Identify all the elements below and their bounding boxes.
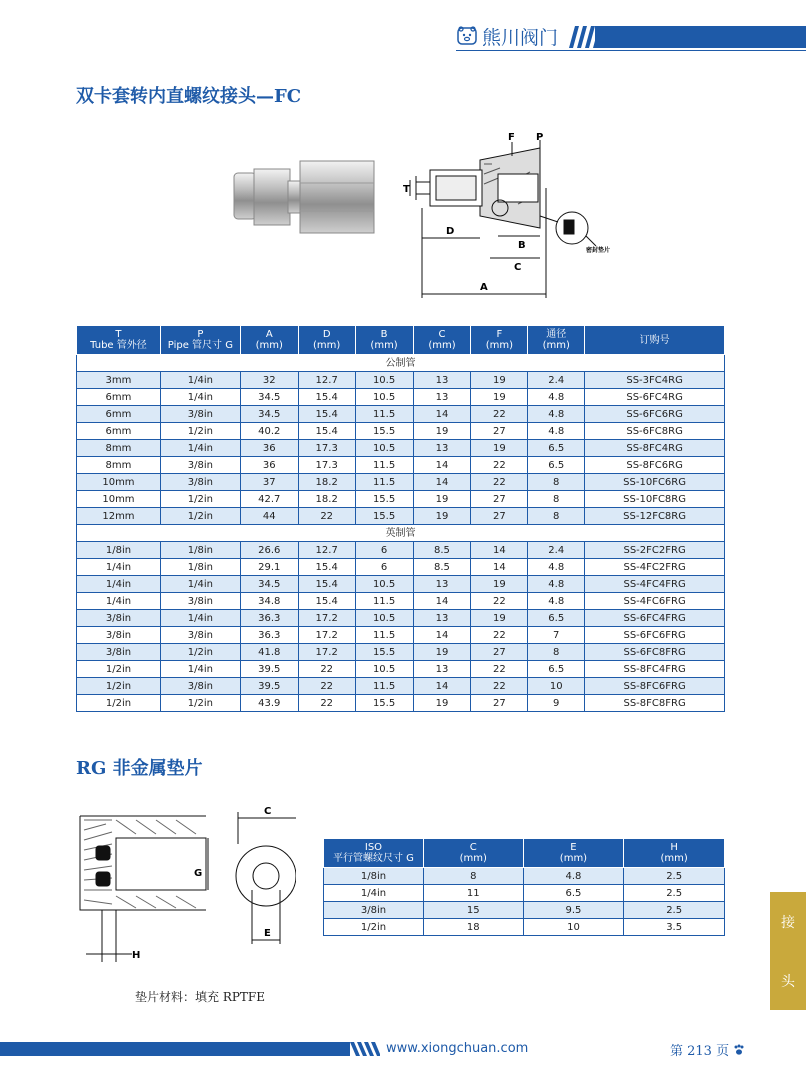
table-cell: 2.4 bbox=[528, 372, 585, 389]
table-cell: 4.8 bbox=[528, 593, 585, 610]
table-cell: 3/8in bbox=[160, 678, 240, 695]
table-cell: 1/4in bbox=[160, 610, 240, 627]
table-row bbox=[77, 372, 725, 389]
table-cell: 11.5 bbox=[355, 593, 413, 610]
table-cell: 1/4in bbox=[324, 885, 424, 902]
table-cell: 1/2in bbox=[160, 423, 240, 440]
table-cell: 8 bbox=[528, 644, 585, 661]
table-cell: 1/4in bbox=[160, 440, 240, 457]
table-cell: 10mm bbox=[77, 491, 161, 508]
table-cell: 12.7 bbox=[298, 372, 355, 389]
table-cell: 15.4 bbox=[298, 423, 355, 440]
brand-name: 熊川阀门 bbox=[482, 26, 559, 49]
table-cell: 1/2in bbox=[324, 919, 424, 936]
table-cell: 1/2in bbox=[77, 695, 161, 712]
table-cell: 10.5 bbox=[355, 661, 413, 678]
table-cell: 10.5 bbox=[355, 440, 413, 457]
table-cell: 1/4in bbox=[160, 389, 240, 406]
table-row bbox=[77, 661, 725, 678]
table-row bbox=[77, 542, 725, 559]
table-cell: 3/8in bbox=[160, 627, 240, 644]
paw-icon bbox=[733, 1044, 745, 1056]
table-cell: 1/8in bbox=[160, 559, 240, 576]
table-cell: 3/8in bbox=[324, 902, 424, 919]
table-cell: 6.5 bbox=[528, 457, 585, 474]
table-cell: 2.4 bbox=[528, 542, 585, 559]
table-row bbox=[77, 610, 725, 627]
table-row bbox=[77, 474, 725, 491]
label-b: B bbox=[518, 240, 526, 251]
table-cell: 14 bbox=[413, 627, 471, 644]
table-cell: 6mm bbox=[77, 389, 161, 406]
label-f: F bbox=[508, 132, 515, 143]
table-cell: SS-8FC6FRG bbox=[585, 678, 725, 695]
column-header-line1: E bbox=[570, 842, 577, 853]
table-cell: SS-6FC4FRG bbox=[585, 610, 725, 627]
table-cell: 6 bbox=[355, 542, 413, 559]
column-header-line1: B bbox=[380, 329, 388, 340]
label-c: C bbox=[514, 262, 522, 273]
table-cell: 17.2 bbox=[298, 627, 355, 644]
table-cell: 22 bbox=[298, 695, 355, 712]
table-cell: 4.8 bbox=[528, 389, 585, 406]
table-cell: 44 bbox=[240, 508, 298, 525]
table-cell: 22 bbox=[471, 627, 528, 644]
table-cell: 8 bbox=[528, 491, 585, 508]
table-cell: SS-8FC4RG bbox=[585, 440, 725, 457]
table-cell: 15.4 bbox=[298, 576, 355, 593]
table-row bbox=[77, 627, 725, 644]
table-cell: SS-12FC8RG bbox=[585, 508, 725, 525]
table-cell: 15.5 bbox=[355, 695, 413, 712]
table-cell: 4.8 bbox=[528, 423, 585, 440]
table-cell: 15.5 bbox=[355, 491, 413, 508]
table-cell: 3/8in bbox=[160, 593, 240, 610]
side-tab-char-1: 接 bbox=[781, 914, 795, 931]
table-cell: 27 bbox=[471, 491, 528, 508]
table-cell: 4.8 bbox=[528, 576, 585, 593]
table-cell: 1/8in bbox=[324, 868, 424, 885]
table-cell: SS-6FC8RG bbox=[585, 423, 725, 440]
table-cell: 15.5 bbox=[355, 644, 413, 661]
fitting-spec-table bbox=[76, 325, 725, 712]
table-cell: 10.5 bbox=[355, 576, 413, 593]
footer-url[interactable]: www.xiongchuan.com bbox=[386, 1041, 529, 1056]
table-cell: 19 bbox=[471, 372, 528, 389]
table-cell: 27 bbox=[471, 644, 528, 661]
table-cell: 1/2in bbox=[77, 661, 161, 678]
table-cell: 1/8in bbox=[77, 542, 161, 559]
table-cell: 22 bbox=[298, 678, 355, 695]
table-cell: SS-6FC8FRG bbox=[585, 644, 725, 661]
table-cell: 13 bbox=[413, 576, 471, 593]
table-cell: 1/4in bbox=[77, 576, 161, 593]
column-header bbox=[528, 326, 585, 355]
table-row bbox=[77, 593, 725, 610]
table-cell: 11.5 bbox=[355, 457, 413, 474]
table-group-label: 英制管 bbox=[77, 525, 725, 542]
table-row bbox=[324, 885, 725, 902]
table-cell: 3.5 bbox=[624, 919, 725, 936]
header-bar bbox=[595, 26, 806, 48]
table-group-row bbox=[77, 525, 725, 542]
table-cell: 13 bbox=[413, 372, 471, 389]
table-cell: 41.8 bbox=[240, 644, 298, 661]
column-header-line1: D bbox=[322, 329, 331, 340]
table-cell: 39.5 bbox=[240, 661, 298, 678]
table-cell: 34.8 bbox=[240, 593, 298, 610]
column-header-line1: 订购号 bbox=[639, 334, 670, 346]
table-cell: 13 bbox=[413, 389, 471, 406]
table-cell: 10mm bbox=[77, 474, 161, 491]
table-cell: 17.2 bbox=[298, 610, 355, 627]
table-cell: SS-4FC4FRG bbox=[585, 576, 725, 593]
table-cell: 8mm bbox=[77, 440, 161, 457]
section2-title: RG 非金属垫片 bbox=[76, 758, 203, 779]
table-cell: 18 bbox=[423, 919, 523, 936]
table-cell: 11.5 bbox=[355, 474, 413, 491]
table-row bbox=[77, 389, 725, 406]
table-cell: 11.5 bbox=[355, 627, 413, 644]
table-row bbox=[324, 919, 725, 936]
table-cell: 14 bbox=[413, 678, 471, 695]
label-g: G bbox=[194, 868, 203, 879]
table-cell: 6.5 bbox=[523, 885, 624, 902]
side-tab-char-2: 头 bbox=[781, 973, 795, 990]
table-cell: 22 bbox=[471, 474, 528, 491]
table-cell: 6.5 bbox=[528, 440, 585, 457]
column-header bbox=[471, 326, 528, 355]
table-cell: 10 bbox=[523, 919, 624, 936]
table-cell: 26.6 bbox=[240, 542, 298, 559]
table-cell: 10 bbox=[528, 678, 585, 695]
table1-header-row bbox=[77, 326, 725, 355]
table-cell: 8.5 bbox=[413, 542, 471, 559]
table-cell: 8 bbox=[528, 508, 585, 525]
page-number-text: 第 213 页 bbox=[670, 1044, 730, 1059]
column-header-line2: (mm) bbox=[428, 340, 456, 351]
table-cell: 43.9 bbox=[240, 695, 298, 712]
column-header-line1: H bbox=[670, 842, 678, 853]
column-header-line2: (mm) bbox=[313, 340, 341, 351]
table-row bbox=[77, 644, 725, 661]
table-cell: 3/8in bbox=[77, 644, 161, 661]
column-header bbox=[423, 839, 523, 868]
page-number bbox=[670, 1040, 745, 1059]
table-cell: 34.5 bbox=[240, 389, 298, 406]
table-cell: 12.7 bbox=[298, 542, 355, 559]
table-row bbox=[77, 678, 725, 695]
table-cell: SS-10FC8RG bbox=[585, 491, 725, 508]
table-cell: 8mm bbox=[77, 457, 161, 474]
table-cell: 8 bbox=[423, 868, 523, 885]
table-cell: 14 bbox=[413, 406, 471, 423]
table-row bbox=[77, 440, 725, 457]
column-header bbox=[298, 326, 355, 355]
table-cell: 2.5 bbox=[624, 902, 725, 919]
table-cell: SS-6FC6RG bbox=[585, 406, 725, 423]
column-header-line2: Pipe 管尺寸 G bbox=[167, 340, 233, 351]
table-cell: 13 bbox=[413, 661, 471, 678]
table-cell: 15.4 bbox=[298, 593, 355, 610]
table-cell: 15.4 bbox=[298, 559, 355, 576]
table-group-label: 公制管 bbox=[77, 355, 725, 372]
table-row bbox=[77, 508, 725, 525]
column-header-line1: P bbox=[197, 329, 204, 340]
column-header-line1: C bbox=[438, 329, 446, 340]
table-cell: 11 bbox=[423, 885, 523, 902]
label-h: H bbox=[132, 950, 141, 961]
column-header-line2: Tube 管外径 bbox=[90, 340, 147, 351]
table-cell: 1/4in bbox=[160, 576, 240, 593]
column-header bbox=[355, 326, 413, 355]
table-cell: 2.5 bbox=[624, 885, 725, 902]
table-cell: 1/8in bbox=[160, 542, 240, 559]
table-cell: 1/4in bbox=[77, 593, 161, 610]
table-cell: 37 bbox=[240, 474, 298, 491]
table-cell: 6mm bbox=[77, 406, 161, 423]
table-cell: 10.5 bbox=[355, 610, 413, 627]
table-cell: 1/2in bbox=[160, 695, 240, 712]
table-cell: 32 bbox=[240, 372, 298, 389]
label-t: T bbox=[403, 184, 410, 195]
table-cell: 15.5 bbox=[355, 423, 413, 440]
column-header bbox=[523, 839, 624, 868]
table-cell: 6.5 bbox=[528, 610, 585, 627]
table-cell: 3/8in bbox=[160, 474, 240, 491]
table-cell: SS-8FC4FRG bbox=[585, 661, 725, 678]
label-a: A bbox=[480, 282, 488, 293]
table-cell: 27 bbox=[471, 508, 528, 525]
table-cell: 6mm bbox=[77, 423, 161, 440]
table-cell: 22 bbox=[471, 593, 528, 610]
table-cell: 14 bbox=[471, 542, 528, 559]
table-cell: 3/8in bbox=[160, 457, 240, 474]
table-cell: 15.5 bbox=[355, 508, 413, 525]
table-row bbox=[77, 491, 725, 508]
table-cell: 1/2in bbox=[160, 508, 240, 525]
footer-stripes bbox=[350, 1042, 380, 1056]
table-cell: 36.3 bbox=[240, 610, 298, 627]
table-cell: 22 bbox=[298, 661, 355, 678]
footer-bar bbox=[0, 1042, 350, 1056]
table-cell: SS-8FC6RG bbox=[585, 457, 725, 474]
table-cell: 29.1 bbox=[240, 559, 298, 576]
table-cell: 13 bbox=[413, 610, 471, 627]
table-cell: 8.5 bbox=[413, 559, 471, 576]
table-cell: SS-3FC4RG bbox=[585, 372, 725, 389]
table-cell: 22 bbox=[471, 457, 528, 474]
table-cell: 1/4in bbox=[160, 661, 240, 678]
table-cell: 3mm bbox=[77, 372, 161, 389]
table-cell: 15 bbox=[423, 902, 523, 919]
table-cell: 18.2 bbox=[298, 491, 355, 508]
table-cell: 1/4in bbox=[77, 559, 161, 576]
table-cell: 36.3 bbox=[240, 627, 298, 644]
gasket-spec-table bbox=[323, 838, 725, 936]
table-cell: 12mm bbox=[77, 508, 161, 525]
column-header bbox=[77, 326, 161, 355]
table-cell: 1/4in bbox=[160, 372, 240, 389]
table-cell: 6.5 bbox=[528, 661, 585, 678]
table-cell: 19 bbox=[471, 576, 528, 593]
table-cell: 22 bbox=[471, 678, 528, 695]
fitting-drawing bbox=[400, 128, 620, 298]
fitting-photo bbox=[228, 155, 378, 237]
table-cell: 13 bbox=[413, 440, 471, 457]
column-header-line2: (mm) bbox=[660, 853, 688, 864]
table-cell: 14 bbox=[413, 593, 471, 610]
table-cell: 14 bbox=[413, 474, 471, 491]
header-rule bbox=[456, 50, 806, 51]
column-header-line2: (mm) bbox=[459, 853, 487, 864]
table-row bbox=[77, 406, 725, 423]
gasket-drawing bbox=[76, 800, 296, 972]
table-cell: 4.8 bbox=[528, 559, 585, 576]
label-p: P bbox=[536, 132, 544, 143]
table-cell: 14 bbox=[471, 559, 528, 576]
table-cell: 19 bbox=[413, 644, 471, 661]
table-cell: 7 bbox=[528, 627, 585, 644]
table-cell: 19 bbox=[413, 695, 471, 712]
table-cell: 14 bbox=[413, 457, 471, 474]
table-cell: 17.2 bbox=[298, 644, 355, 661]
table-cell: 1/2in bbox=[160, 491, 240, 508]
table-cell: 27 bbox=[471, 695, 528, 712]
column-header-line1: C bbox=[469, 842, 477, 853]
column-header bbox=[413, 326, 471, 355]
column-header-line1: ISO bbox=[364, 842, 383, 853]
bear-logo-icon bbox=[456, 25, 478, 47]
column-header-line2: (mm) bbox=[255, 340, 283, 351]
column-header bbox=[240, 326, 298, 355]
table-cell: 6 bbox=[355, 559, 413, 576]
column-header-line1: F bbox=[496, 329, 503, 340]
label-gasket: 密封垫片 bbox=[586, 247, 611, 254]
column-header-line2: (mm) bbox=[559, 853, 588, 864]
table-row bbox=[324, 902, 725, 919]
column-header bbox=[324, 839, 424, 868]
table-cell: SS-8FC8FRG bbox=[585, 695, 725, 712]
label-c2: C bbox=[264, 806, 272, 817]
table-cell: SS-2FC2FRG bbox=[585, 542, 725, 559]
table-cell: 19 bbox=[413, 423, 471, 440]
table2-header-row bbox=[324, 839, 725, 868]
column-header-line2: (mm) bbox=[370, 340, 398, 351]
gasket-material: 垫片材料：填充 RPTFE bbox=[135, 990, 266, 1004]
table-cell: 36 bbox=[240, 457, 298, 474]
table-cell: SS-10FC6RG bbox=[585, 474, 725, 491]
table-cell: SS-4FC2FRG bbox=[585, 559, 725, 576]
table-cell: 3/8in bbox=[160, 406, 240, 423]
table-cell: 27 bbox=[471, 423, 528, 440]
table-cell: 34.5 bbox=[240, 406, 298, 423]
table-cell: 36 bbox=[240, 440, 298, 457]
table-cell: 3/8in bbox=[77, 627, 161, 644]
section1-title: 双卡套转内直螺纹接头—FC bbox=[76, 86, 302, 107]
column-header-line1: T bbox=[115, 329, 122, 340]
table-cell: 1/2in bbox=[160, 644, 240, 661]
table-cell: 15.4 bbox=[298, 406, 355, 423]
table-cell: 11.5 bbox=[355, 406, 413, 423]
table-cell: 18.2 bbox=[298, 474, 355, 491]
table-cell: 39.5 bbox=[240, 678, 298, 695]
table-cell: 22 bbox=[471, 661, 528, 678]
table-cell: 15.4 bbox=[298, 389, 355, 406]
table-cell: SS-4FC6FRG bbox=[585, 593, 725, 610]
table-cell: 10.5 bbox=[355, 372, 413, 389]
table-cell: 22 bbox=[298, 508, 355, 525]
column-header bbox=[624, 839, 725, 868]
table-cell: 34.5 bbox=[240, 576, 298, 593]
table-row bbox=[77, 423, 725, 440]
column-header bbox=[160, 326, 240, 355]
table-cell: 3/8in bbox=[77, 610, 161, 627]
table-group-row bbox=[77, 355, 725, 372]
table-cell: 10.5 bbox=[355, 389, 413, 406]
table-row bbox=[324, 868, 725, 885]
section-tab-joints[interactable] bbox=[770, 892, 806, 1010]
column-header-line1: A bbox=[265, 329, 273, 340]
table-row bbox=[77, 457, 725, 474]
table-cell: 4.8 bbox=[523, 868, 624, 885]
table-cell: 17.3 bbox=[298, 440, 355, 457]
table-cell: 19 bbox=[471, 610, 528, 627]
column-header-line2: 平行管螺纹尺寸 G bbox=[332, 853, 414, 864]
table-cell: 1/2in bbox=[77, 678, 161, 695]
table-cell: 9 bbox=[528, 695, 585, 712]
table-cell: 2.5 bbox=[624, 868, 725, 885]
table-cell: 19 bbox=[471, 389, 528, 406]
table-cell: 4.8 bbox=[528, 406, 585, 423]
table-row bbox=[77, 695, 725, 712]
table-row bbox=[77, 559, 725, 576]
column-header-line2: (mm) bbox=[485, 340, 513, 351]
table-cell: 17.3 bbox=[298, 457, 355, 474]
table-cell: 22 bbox=[471, 406, 528, 423]
table-cell: SS-6FC6FRG bbox=[585, 627, 725, 644]
table-cell: 19 bbox=[413, 491, 471, 508]
table-cell: 19 bbox=[471, 440, 528, 457]
table-cell: 11.5 bbox=[355, 678, 413, 695]
table-row bbox=[77, 576, 725, 593]
column-header-line1: 通径 bbox=[546, 329, 567, 340]
label-d: D bbox=[446, 226, 455, 237]
table-cell: 42.7 bbox=[240, 491, 298, 508]
label-e: E bbox=[264, 928, 271, 939]
table-cell: 40.2 bbox=[240, 423, 298, 440]
column-header bbox=[585, 326, 725, 355]
table-cell: 9.5 bbox=[523, 902, 624, 919]
brand bbox=[456, 22, 558, 50]
table-cell: 8 bbox=[528, 474, 585, 491]
table-cell: 19 bbox=[413, 508, 471, 525]
column-header-line2: (mm) bbox=[542, 340, 570, 351]
table-cell: SS-6FC4RG bbox=[585, 389, 725, 406]
